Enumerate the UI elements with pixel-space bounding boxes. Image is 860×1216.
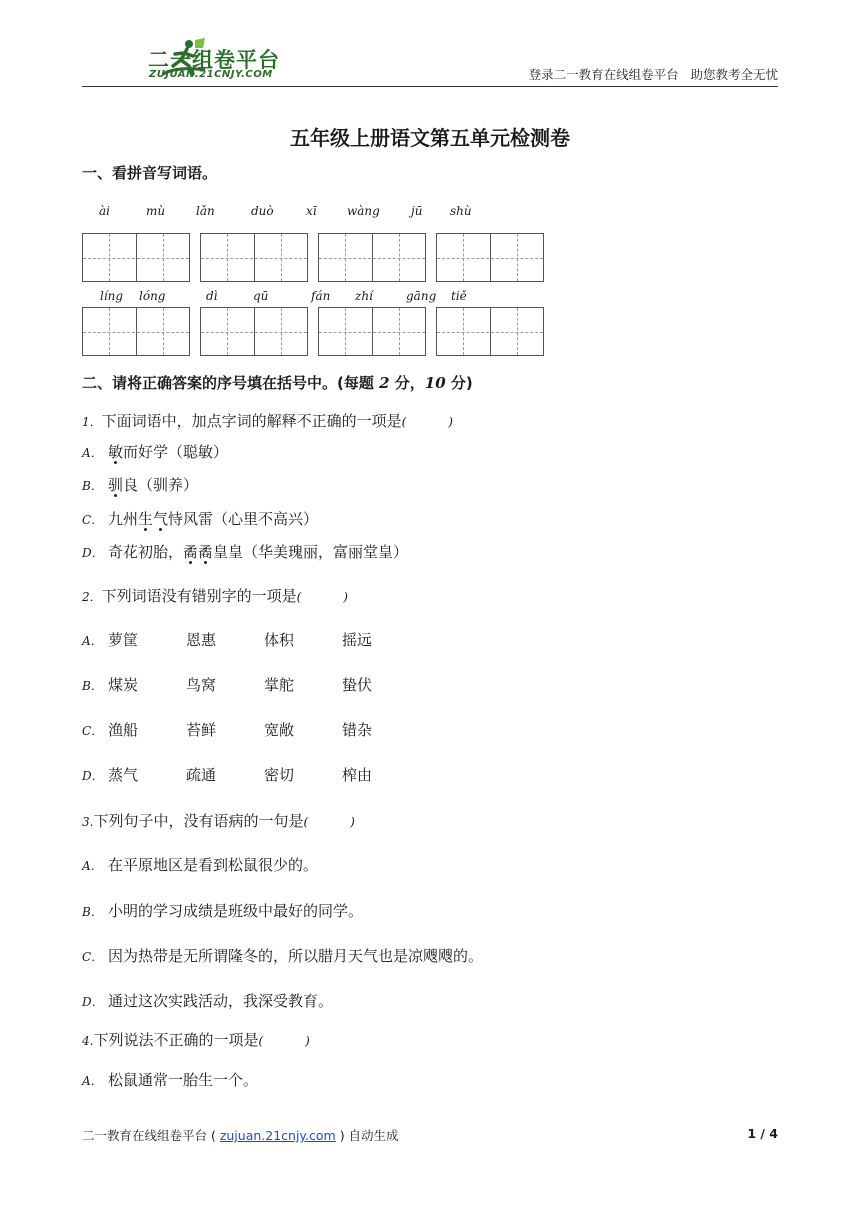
writing-box[interactable] <box>200 233 308 282</box>
option-2b <box>82 674 420 695</box>
word: 苔鲜 <box>186 721 217 739</box>
pinyin: lóng <box>139 289 166 303</box>
writing-box[interactable] <box>82 307 190 356</box>
page-number: 1 / 4 <box>747 1126 778 1141</box>
pinyin: wàng <box>347 204 380 218</box>
word: 错杂 <box>342 721 373 739</box>
word: 摇远 <box>342 631 373 649</box>
option-3c <box>82 945 483 966</box>
dotted-char: 生 <box>138 510 154 528</box>
answer-blank[interactable]: ( ) <box>303 815 355 829</box>
option-text: 因为热带是无所谓隆冬的，所以腊月天气也是凉飕飕的。 <box>108 947 484 965</box>
option-3a <box>82 854 318 875</box>
question-text: 下列词语没有错别字的一项是 <box>101 587 297 605</box>
pinyin: duò <box>251 204 274 218</box>
option-label: D． <box>82 546 104 560</box>
pinyin: mù <box>146 204 166 218</box>
question-2 <box>82 585 367 606</box>
pinyin: dì <box>206 289 218 303</box>
footer-text: ) 自动生成 <box>335 1128 399 1143</box>
logo-text: 二一组卷平台 <box>148 48 280 72</box>
header-divider <box>82 86 778 87</box>
writing-box[interactable] <box>318 307 426 356</box>
section1-heading: 一、看拼音写词语。 <box>82 164 218 182</box>
total-points: 10 <box>424 374 446 392</box>
option-text: 奇花初胎， <box>108 543 184 561</box>
option-label: A． <box>82 446 103 460</box>
dotted-char: 敏 <box>108 443 124 461</box>
option-1b <box>82 474 198 495</box>
logo-url-text: ZUJUAN.21CNJY.COM <box>149 69 273 80</box>
question-text: 下面词语中，加点字词的解释不正确的一项是 <box>101 412 402 430</box>
option-text: 良（驯养） <box>123 476 199 494</box>
option-2c <box>82 719 420 740</box>
pinyin: ài <box>99 204 110 218</box>
option-3b <box>82 900 363 921</box>
answer-blank[interactable]: ( ) <box>296 590 348 604</box>
pinyin: xī <box>306 204 317 218</box>
word: 渔船 <box>108 721 139 739</box>
heading-text: 二、请将正确答案的序号填在括号中。(每题 <box>82 374 380 392</box>
pinyin: líng <box>100 289 124 303</box>
option-text: 松鼠通常一胎生一个。 <box>108 1071 259 1089</box>
option-text: 通过这次实践活动，我深受教育。 <box>108 992 334 1010</box>
word: 蛰伏 <box>342 676 373 694</box>
dotted-char: 矞 <box>183 543 199 561</box>
option-label: B． <box>82 679 103 693</box>
word: 宽敞 <box>264 721 295 739</box>
option-3d <box>82 990 333 1011</box>
word: 萝筐 <box>108 631 139 649</box>
question-3 <box>82 810 373 831</box>
question-number: 3. <box>82 815 94 829</box>
option-label: D． <box>82 769 104 783</box>
option-1c <box>82 508 318 529</box>
word: 鸟窝 <box>186 676 217 694</box>
heading-text: 分) <box>445 374 473 392</box>
option-text: 皇皇（华美瑰丽，富丽堂皇） <box>213 543 409 561</box>
footer-source <box>82 1126 399 1144</box>
footer-link[interactable]: zujuan.21cnjy.com <box>219 1128 336 1143</box>
word: 疏通 <box>186 766 217 784</box>
writing-box[interactable] <box>200 307 308 356</box>
option-label: A． <box>82 859 103 873</box>
option-label: C． <box>82 724 104 738</box>
section2-heading <box>82 372 473 393</box>
question-text: 下列说法不正确的一项是 <box>93 1031 259 1049</box>
question-4 <box>82 1029 328 1050</box>
option-label: A． <box>82 634 103 648</box>
pinyin: fán <box>311 289 331 303</box>
dotted-char: 驯 <box>108 476 124 494</box>
header-slogan: 登录二一教育在线组卷平台 助您教考全无忧 <box>528 67 778 82</box>
dotted-char: 矞 <box>198 543 214 561</box>
question-text: 下列句子中，没有语病的一句是 <box>93 812 304 830</box>
question-number: 4. <box>82 1034 94 1048</box>
option-label: D． <box>82 995 104 1009</box>
pinyin: tiě <box>451 289 467 303</box>
word: 密切 <box>264 766 295 784</box>
option-label: C． <box>82 513 104 527</box>
option-label: B． <box>82 905 103 919</box>
pinyin: gāng <box>406 289 437 303</box>
heading-text: 分， <box>389 374 425 392</box>
word: 蒸气 <box>108 766 139 784</box>
writing-box[interactable] <box>318 233 426 282</box>
option-text: 小明的学习成绩是班级中最好的同学。 <box>108 902 364 920</box>
word: 榨由 <box>342 766 373 784</box>
option-label: B． <box>82 479 103 493</box>
question-1 <box>82 410 472 431</box>
option-text: 九州 <box>108 510 139 528</box>
points-per-question: 2 <box>379 374 390 392</box>
question-number: 2． <box>82 590 102 604</box>
option-1d <box>82 541 408 562</box>
option-4a <box>82 1069 258 1090</box>
pinyin: shù <box>450 204 472 218</box>
option-1a <box>82 441 228 462</box>
pinyin: jū <box>411 204 423 218</box>
footer-text: 二一教育在线组卷平台 ( <box>82 1128 220 1143</box>
option-label: C． <box>82 950 104 964</box>
writing-box[interactable] <box>82 233 190 282</box>
option-label: A． <box>82 1074 103 1088</box>
option-text: 而好学（聪敏） <box>123 443 229 461</box>
word: 煤炭 <box>108 676 139 694</box>
writing-box[interactable] <box>436 233 544 282</box>
page-title: 五年级上册语文第五单元检测卷 <box>290 126 570 150</box>
option-text: 恃风雷（心里不高兴） <box>168 510 319 528</box>
word: 体积 <box>264 631 295 649</box>
option-2d <box>82 764 420 785</box>
pinyin: qū <box>253 289 269 303</box>
pinyin: lǎn <box>196 204 215 218</box>
answer-blank[interactable]: ( ) <box>258 1034 310 1048</box>
option-text: 在平原地区是看到松鼠很少的。 <box>108 856 319 874</box>
word: 恩惠 <box>186 631 217 649</box>
dotted-char: 气 <box>153 510 169 528</box>
option-2a <box>82 629 420 650</box>
word: 掌舵 <box>264 676 295 694</box>
answer-blank[interactable]: ( ) <box>401 415 453 429</box>
question-number: 1． <box>82 415 102 429</box>
pinyin: zhí <box>355 289 373 303</box>
writing-box[interactable] <box>436 307 544 356</box>
